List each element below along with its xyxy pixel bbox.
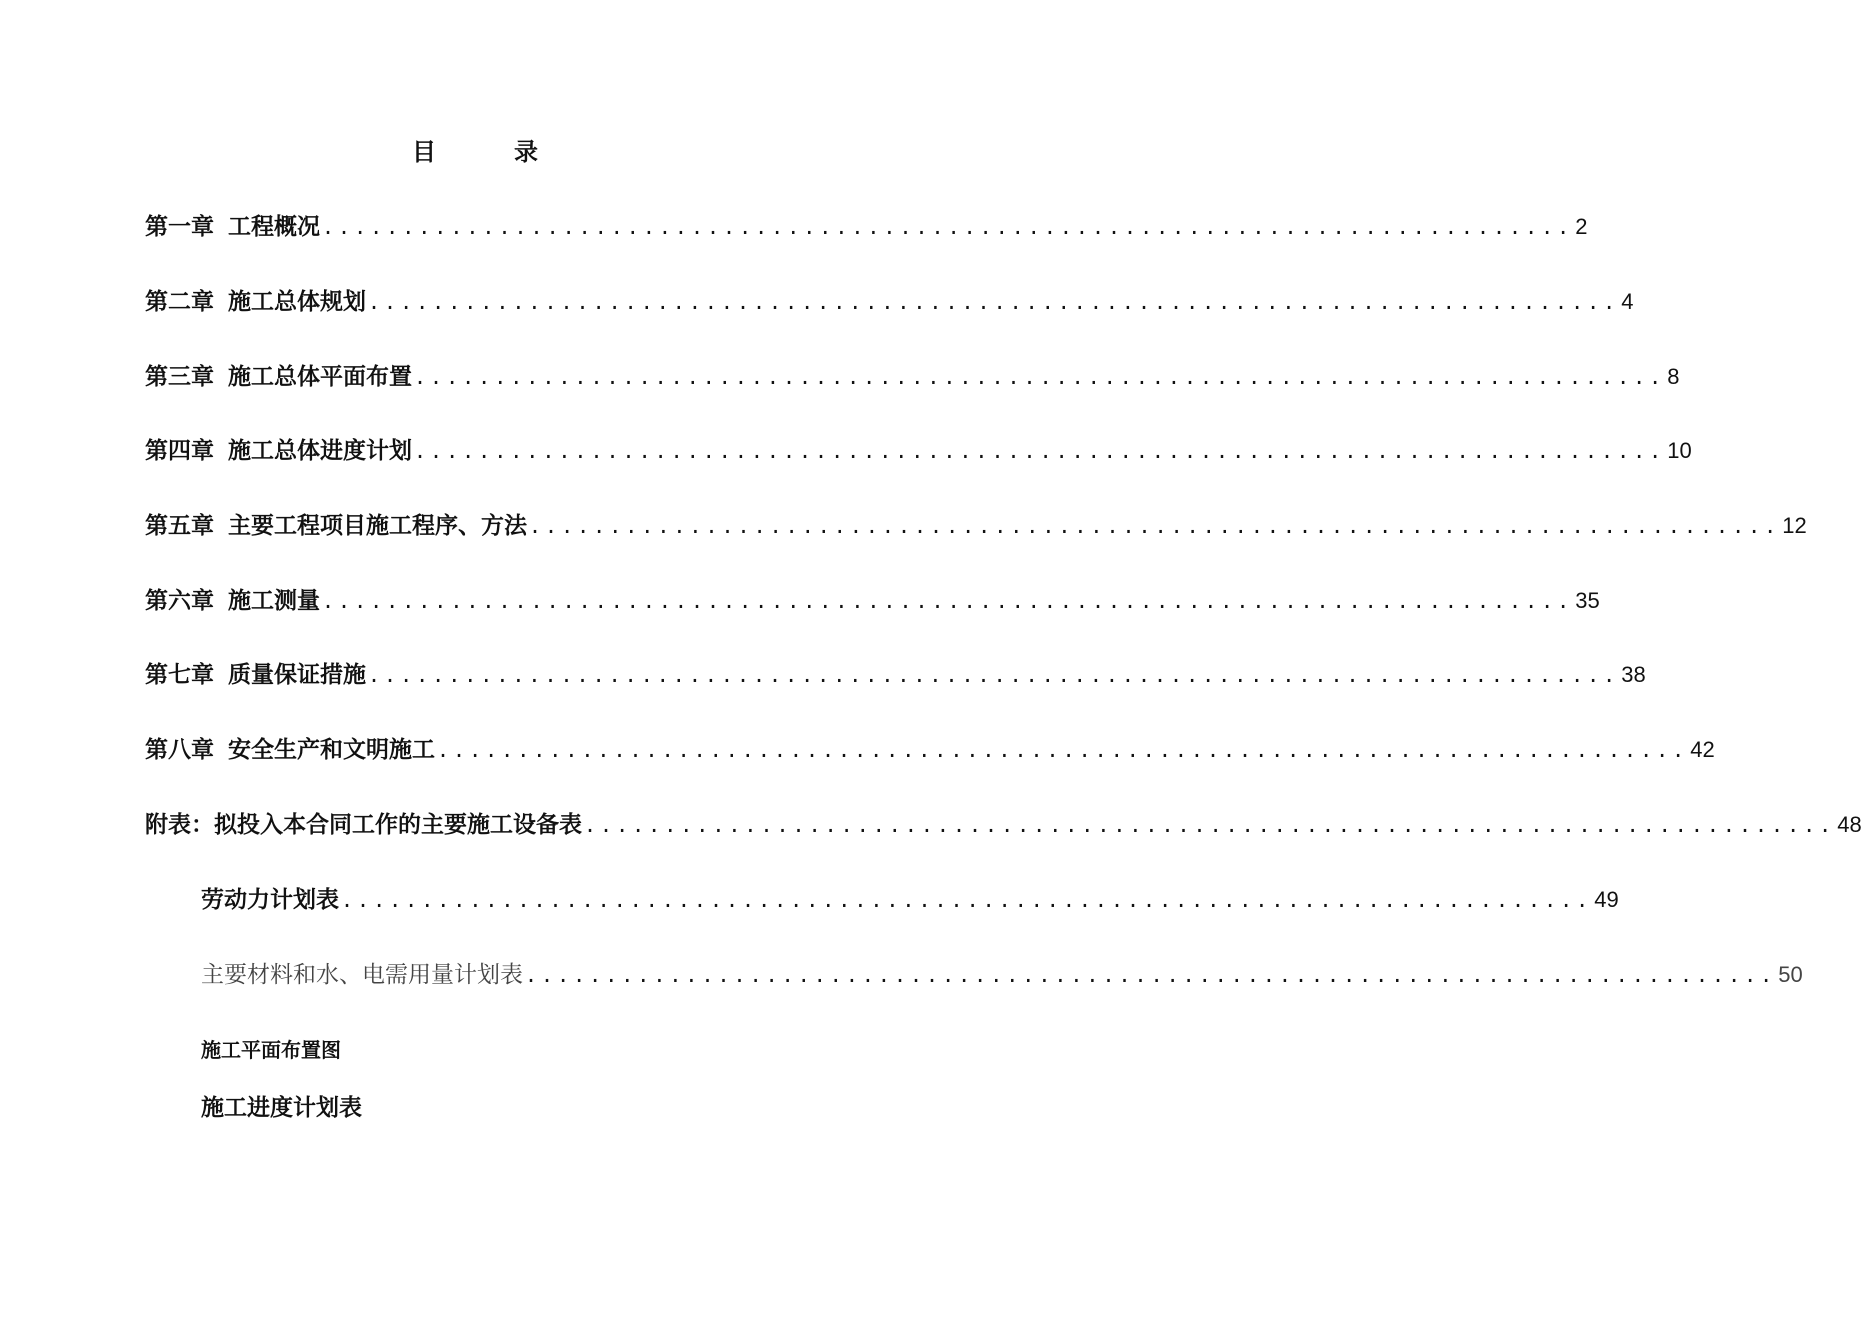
dot-leader: .............................................................................. [368, 663, 1620, 687]
toc-entry-chapter-8[interactable] [145, 731, 1715, 764]
chapter-number: 第七章 [145, 661, 214, 688]
chapter-number: 第六章 [145, 587, 214, 614]
chapter-title: 安全生产和文明施工 [228, 736, 435, 763]
chapter-title: 施工测量 [228, 587, 320, 614]
toc-entry-appendix[interactable] [145, 806, 1862, 839]
chapter-number: 第一章 [145, 213, 214, 240]
chapter-number: 第二章 [145, 288, 214, 315]
chapter-title: 主要工程项目施工程序、方法 [228, 512, 527, 539]
toc-entry-chapter-2[interactable] [145, 283, 1634, 316]
toc-entry-chapter-7[interactable] [145, 656, 1646, 689]
appendix-title: 附表：拟投入本合同工作的主要施工设备表 [145, 811, 582, 838]
dot-leader: .............................................................................. [525, 963, 1777, 987]
chapter-title: 施工总体平面布置 [228, 363, 412, 390]
dot-leader: .............................................................................. [584, 813, 1836, 837]
toc-entry-chapter-4[interactable] [145, 432, 1692, 465]
toc-title-left: 目 [412, 137, 436, 166]
dot-leader: .............................................................................. [529, 514, 1781, 538]
toc-entry-labor-plan[interactable] [201, 881, 1619, 914]
dot-leader: .............................................................................. [437, 738, 1689, 762]
page-number: 35 [1575, 588, 1600, 613]
dot-leader: .............................................................................. [414, 365, 1666, 389]
toc-entry-chapter-5[interactable] [145, 507, 1807, 540]
page-number: 49 [1594, 887, 1619, 912]
chapter-title: 质量保证措施 [228, 661, 366, 688]
chapter-title: 工程概况 [228, 213, 320, 240]
chapter-number: 第四章 [145, 437, 214, 464]
toc-entry-materials-plan[interactable] [201, 956, 1803, 989]
page-number: 48 [1837, 812, 1862, 837]
chapter-title: 施工总体规划 [228, 288, 366, 315]
toc-title-right: 录 [514, 137, 538, 166]
chapter-title: 施工总体进度计划 [228, 437, 412, 464]
dot-leader: .............................................................................. [322, 215, 1574, 239]
page-number: 50 [1778, 962, 1803, 987]
sub-entry-title: 主要材料和水、电需用量计划表 [201, 962, 523, 988]
dot-leader: .............................................................................. [322, 589, 1574, 613]
chapter-number: 第三章 [145, 363, 214, 390]
page-number: 38 [1621, 662, 1646, 687]
dot-leader: .............................................................................. [341, 888, 1593, 912]
page-number: 4 [1621, 289, 1634, 314]
toc-entry-chapter-3[interactable] [145, 358, 1680, 391]
toc-entry-chapter-1[interactable] [145, 208, 1588, 241]
page-number: 12 [1782, 513, 1807, 538]
toc-extra-layout-plan[interactable]: 施工平面布置图 [201, 1038, 341, 1062]
chapter-number: 第五章 [145, 512, 214, 539]
dot-leader: .............................................................................. [414, 439, 1666, 463]
page-number: 42 [1690, 737, 1715, 762]
sub-entry-title: 劳动力计划表 [201, 886, 339, 913]
toc-title [0, 132, 950, 167]
dot-leader: .............................................................................. [368, 290, 1620, 314]
page-number: 8 [1667, 364, 1680, 389]
toc-extra-schedule[interactable]: 施工进度计划表 [201, 1094, 362, 1121]
page-number: 10 [1667, 438, 1692, 463]
toc-entry-chapter-6[interactable] [145, 582, 1600, 615]
page-number: 2 [1575, 214, 1588, 239]
chapter-number: 第八章 [145, 736, 214, 763]
